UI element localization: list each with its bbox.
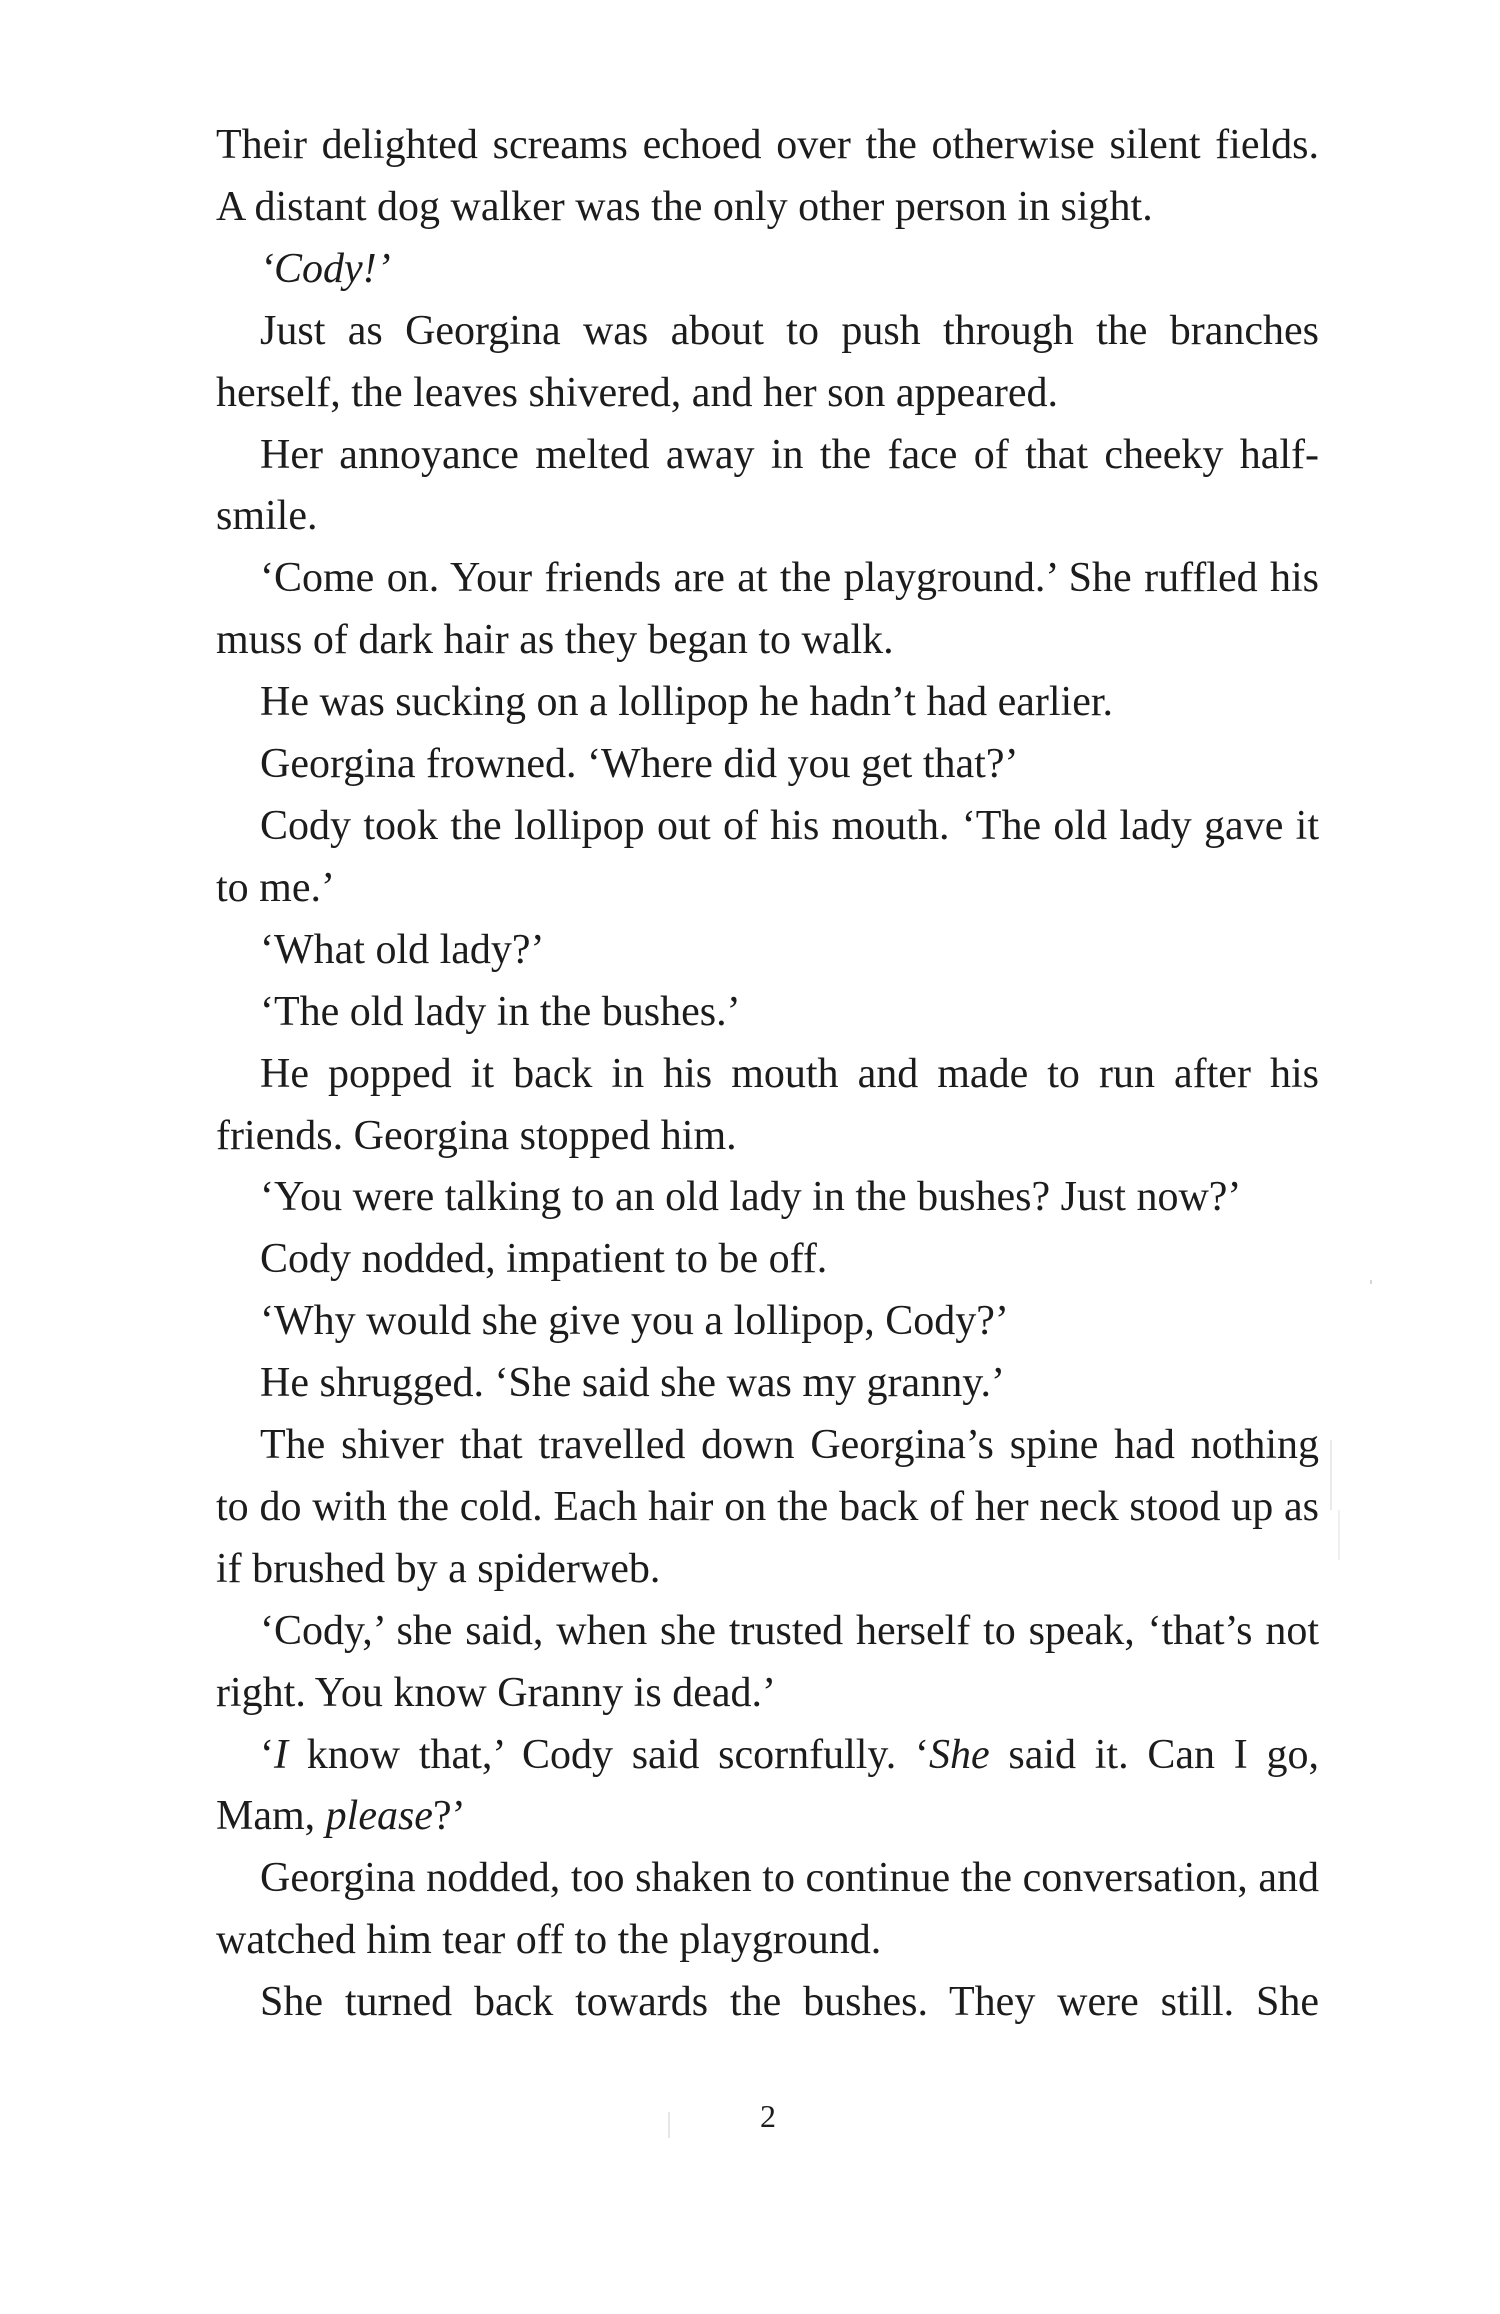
paragraph: He shrugged. ‘She said she was my granny.’ <box>260 1360 1005 1407</box>
paragraph: ‘The old lady in the bushes.’ <box>260 988 741 1035</box>
paragraph: ‘Cody,’ she said, when she trusted herself to speak, ‘that’s not right. You know Granny is dead.’ <box>216 1607 1319 1716</box>
scan-artifact <box>668 2112 670 2138</box>
paragraph: ‘You were talking to an old lady in the bushes? Just now?’ <box>260 1174 1242 1221</box>
paragraph: Cody took the lollipop out of his mouth. ‘The old lady gave it to me.’ <box>216 802 1319 911</box>
page-number: 2 <box>760 2098 776 2134</box>
paragraph: Georgina nodded, too shaken to continue the conversation, and watched him tear off to the playground. <box>216 1855 1319 1964</box>
paragraph: Cody nodded, impatient to be off. <box>260 1236 828 1283</box>
scan-artifact <box>1370 1280 1372 1284</box>
paragraph: ‘Cody!’ <box>260 245 391 292</box>
paragraph: He popped it back in his mouth and made to run after his friends. Georgina stopped him. <box>216 1050 1319 1159</box>
paragraph: Georgina frowned. ‘Where did you get that?’ <box>260 741 1019 788</box>
paragraph: ‘Come on. Your friends are at the playground.’ She ruffled his muss of dark hair as they began to walk. <box>216 555 1319 664</box>
body-text <box>216 115 1319 2034</box>
scan-artifact <box>1330 1440 1332 1510</box>
paragraph: ‘What old lady?’ <box>260 926 545 973</box>
paragraph: The shiver that travelled down Georgina’s spine had nothing to do with the cold. Each hair on the back of her neck stood up as if brushed by a spiderweb. <box>216 1422 1319 1592</box>
paragraph: She turned back towards the bushes. They were still. She <box>260 1979 1319 2026</box>
paragraph: Her annoyance melted away in the face of that cheeky half-smile. <box>216 431 1319 540</box>
scan-artifact <box>1338 1510 1340 1560</box>
paragraph: He was sucking on a lollipop he hadn’t had earlier. <box>260 679 1114 726</box>
paragraph: ‘I know that,’ Cody said scornfully. ‘She said it. Can I go, Mam, please?’ <box>216 1731 1319 1840</box>
paragraph: Their delighted screams echoed over the otherwise silent fields. A distant dog walker was the only other person in sight. <box>216 122 1319 230</box>
paragraph: Just as Georgina was about to push through the branches herself, the leaves shivered, and her son appeared. <box>216 307 1319 416</box>
paragraph: ‘Why would she give you a lollipop, Cody?’ <box>260 1298 1009 1345</box>
